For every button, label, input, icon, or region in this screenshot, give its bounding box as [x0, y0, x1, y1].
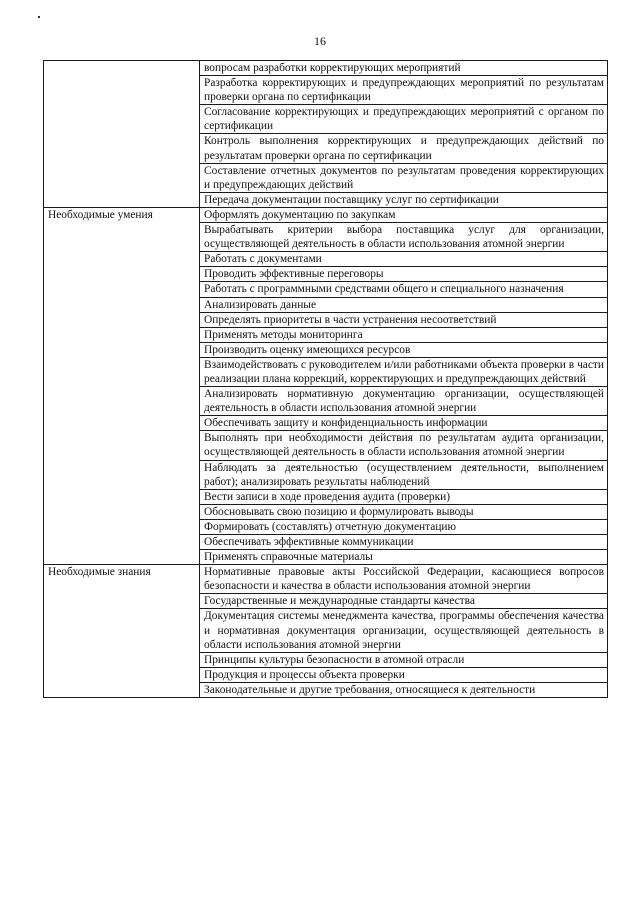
- requirement-item: Наблюдать за деятельностью (осуществлением деятельности, выполнением работ); анализировать результаты наблюдений: [200, 460, 608, 489]
- section-label: Необходимые знания: [44, 565, 200, 698]
- competency-table: [43, 60, 608, 698]
- requirement-item: Контроль выполнения корректирующих и предупреждающих действий по результатам проверки органа по сертификации: [200, 134, 608, 163]
- requirement-item: Определять приоритеты в части устранения несоответствий: [200, 312, 608, 327]
- requirement-item: Проводить эффективные переговоры: [200, 267, 608, 282]
- table-row: [44, 207, 608, 222]
- requirement-item: Применять методы мониторинга: [200, 327, 608, 342]
- requirement-item: Разработка корректирующих и предупреждающих мероприятий по результатам проверки органа по сертификации: [200, 76, 608, 105]
- section-label: [44, 61, 200, 208]
- requirement-item: Оформлять документацию по закупкам: [200, 207, 608, 222]
- requirement-item: Вырабатывать критерии выбора поставщика услуг для организации, осуществляющей деятельность в области использования атомной энергии: [200, 223, 608, 252]
- scan-speck: [38, 16, 40, 18]
- requirement-item: Продукция и процессы объекта проверки: [200, 667, 608, 682]
- requirement-item: Передача документации поставщику услуг по сертификации: [200, 192, 608, 207]
- requirement-item: Принципы культуры безопасности в атомной отрасли: [200, 652, 608, 667]
- requirement-item: Взаимодействовать с руководителем и/или работниками объекта проверки в части реализации плана коррекций, корректирующих и предупреждающих действий: [200, 357, 608, 386]
- requirement-item: Законодательные и другие требования, относящиеся к деятельности: [200, 682, 608, 697]
- table-row: [44, 61, 608, 76]
- requirement-item: Вести записи в ходе проведения аудита (проверки): [200, 489, 608, 504]
- requirement-item: вопросам разработки корректирующих мероприятий: [200, 61, 608, 76]
- table-body: [44, 61, 608, 698]
- requirement-item: Государственные и международные стандарты качества: [200, 594, 608, 609]
- section-label: Необходимые умения: [44, 207, 200, 564]
- requirement-item: Анализировать данные: [200, 297, 608, 312]
- requirement-item: Обосновывать свою позицию и формулировать выводы: [200, 504, 608, 519]
- requirement-item: Работать с программными средствами общего и специального назначения: [200, 282, 608, 297]
- requirement-item: Составление отчетных документов по результатам проведения корректирующих и предупреждающих действий: [200, 163, 608, 192]
- requirement-item: Применять справочные материалы: [200, 550, 608, 565]
- requirement-item: Обеспечивать защиту и конфиденциальность информации: [200, 416, 608, 431]
- requirement-item: Обеспечивать эффективные коммуникации: [200, 535, 608, 550]
- requirement-item: Формировать (составлять) отчетную документацию: [200, 519, 608, 534]
- requirement-item: Документация системы менеджмента качества, программы обеспечения качества и нормативная документация организации, осуществляющей деятельность в области использования атомной энергии: [200, 609, 608, 652]
- requirement-item: Анализировать нормативную документацию организации, осуществляющей деятельность в области использования атомной энергии: [200, 387, 608, 416]
- requirement-item: Выполнять при необходимости действия по результатам аудита организации, осуществляющей деятельность в области использования атомной энергии: [200, 431, 608, 460]
- requirement-item: Работать с документами: [200, 252, 608, 267]
- requirement-item: Согласование корректирующих и предупреждающих мероприятий с органом по сертификации: [200, 105, 608, 134]
- requirement-item: Производить оценку имеющихся ресурсов: [200, 342, 608, 357]
- table-row: [44, 565, 608, 594]
- page-number: 16: [314, 34, 326, 48]
- requirement-item: Нормативные правовые акты Российской Федерации, касающиеся вопросов безопасности и качества в области использования атомной энергии: [200, 565, 608, 594]
